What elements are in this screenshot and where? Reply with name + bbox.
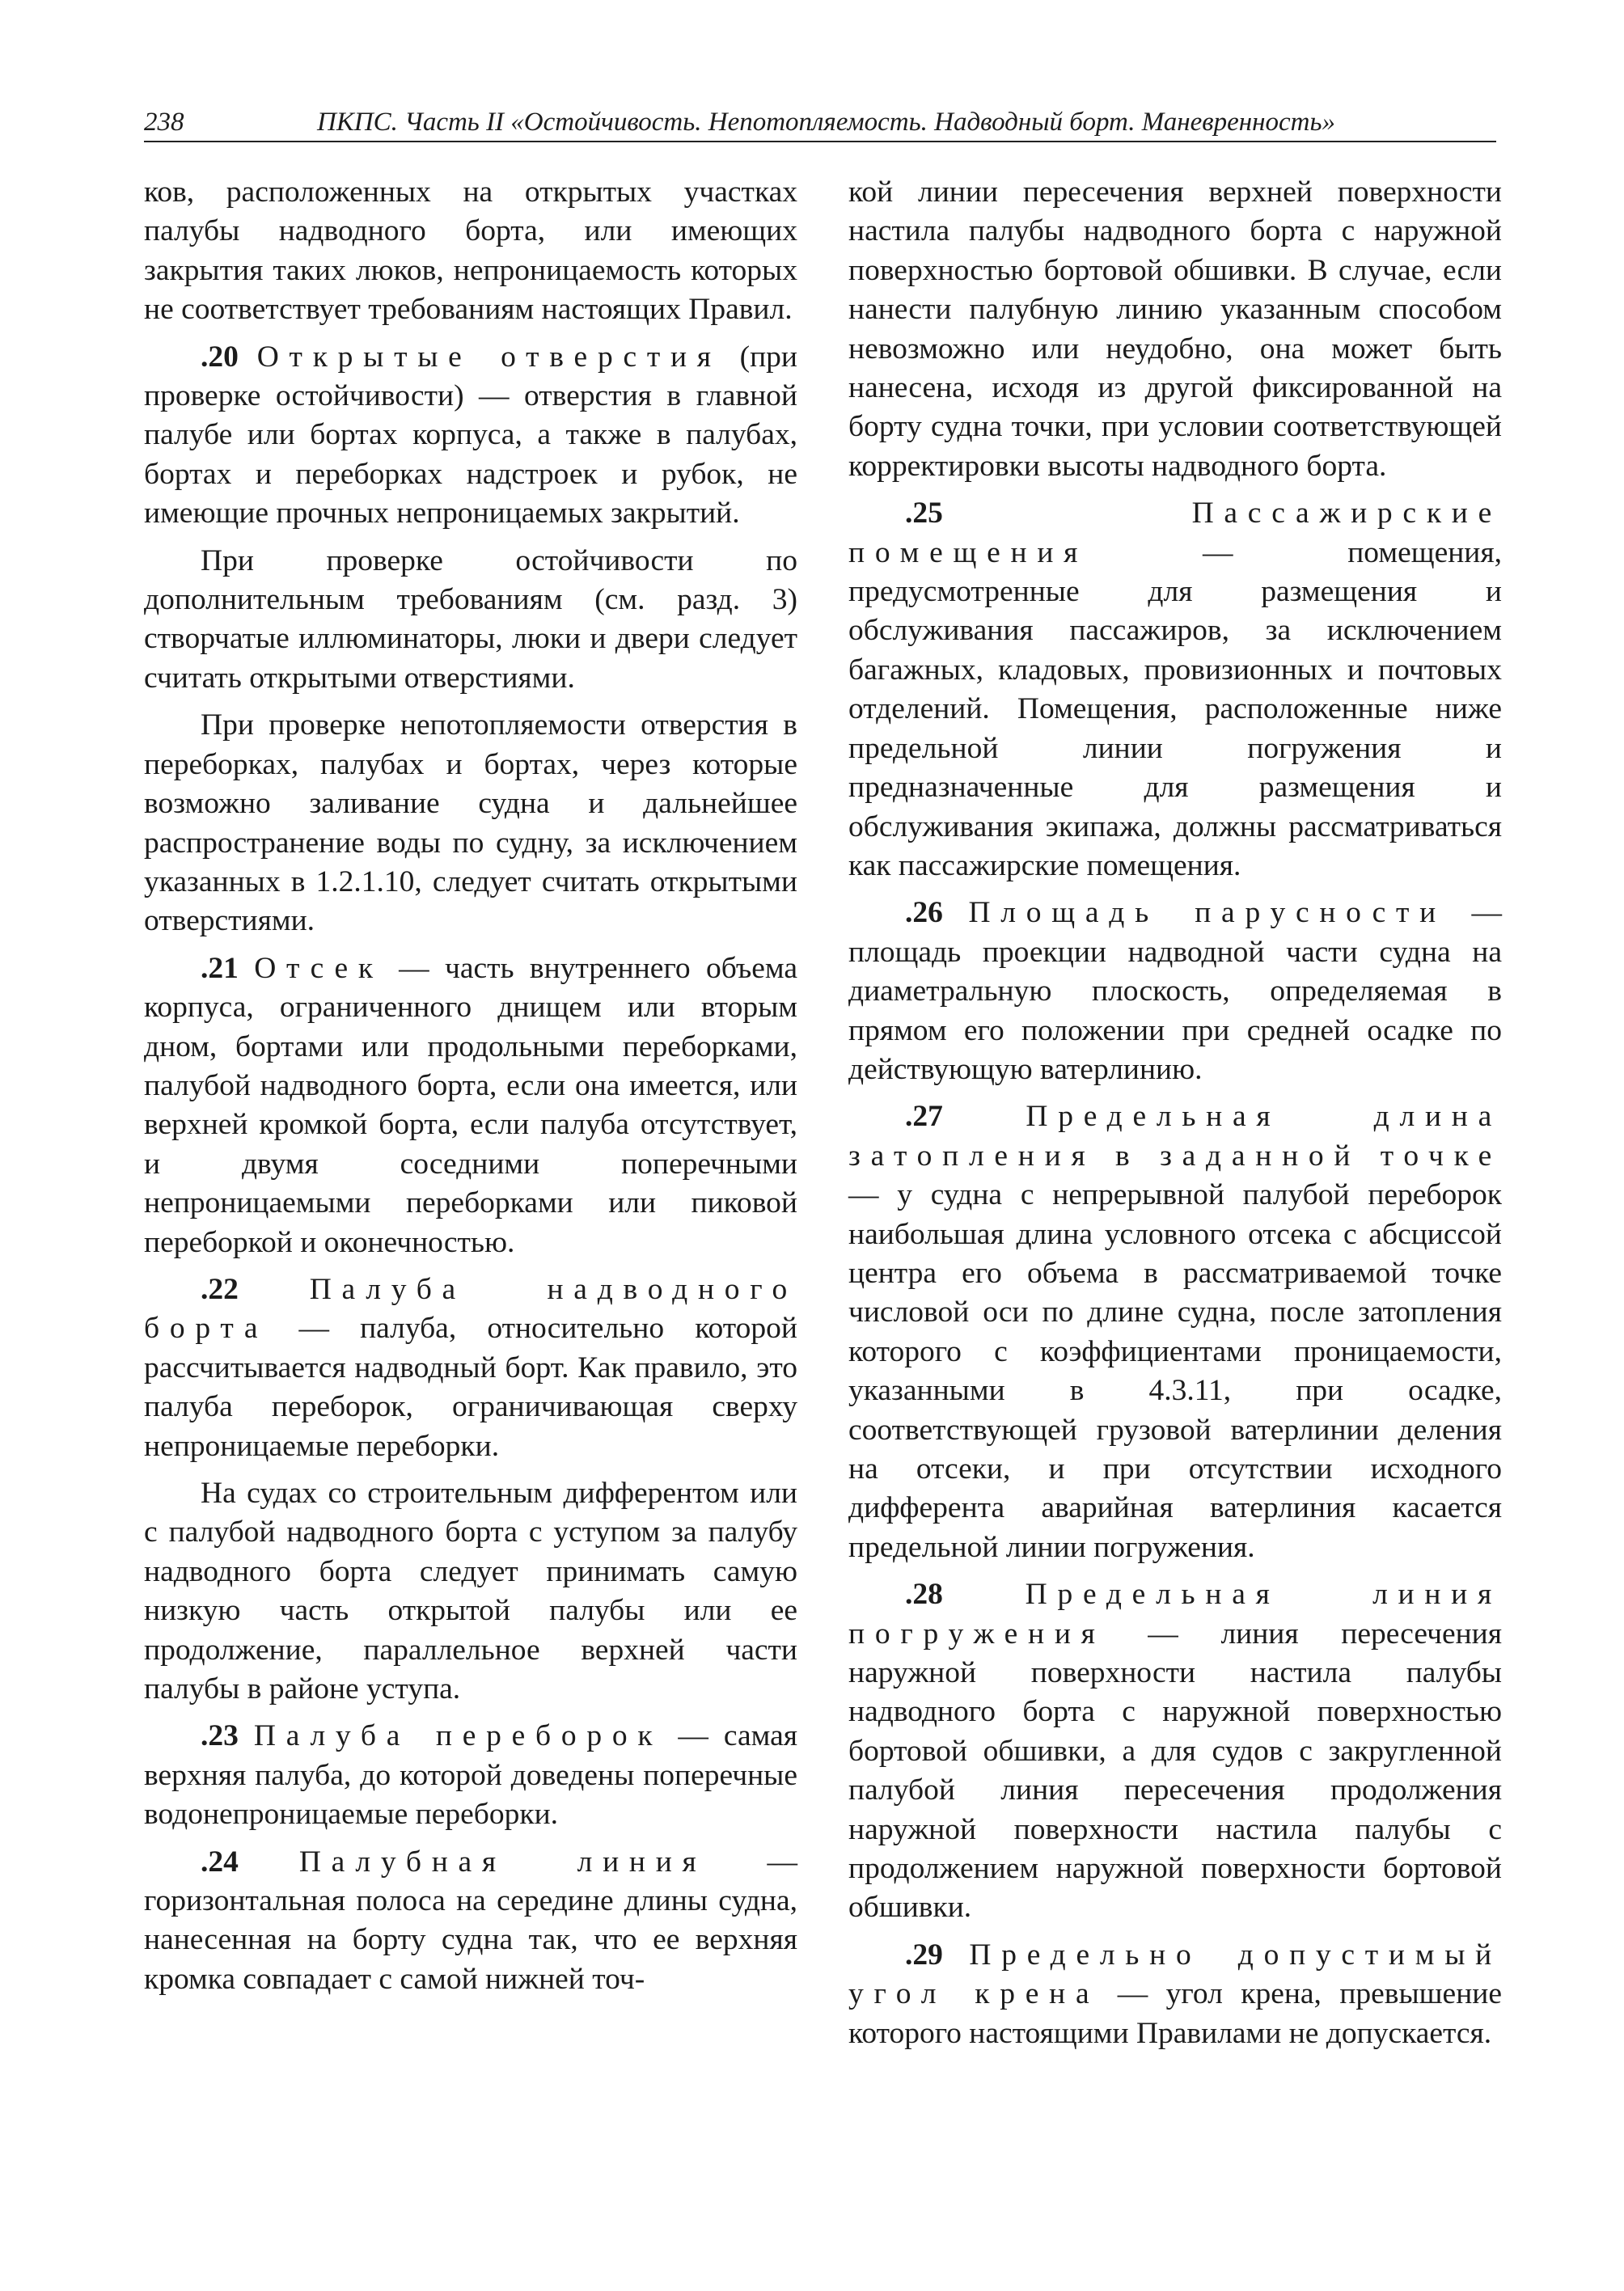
definition-26 xyxy=(848,894,1502,1089)
clause-number: .25 xyxy=(905,497,943,530)
paragraph-text: кой линии пересечения верхней поверхности настила палубы надводного борта с наружной поверхностью бортовой обшивки. В случае, если нанести палубную линию указанным способом невозможно или неудобно, она может быть нанесена, исходя из другой фиксированной на борту судна точки, при условии соответствующей корректировки высоты надводного борта. xyxy=(848,175,1502,483)
definition-24 xyxy=(144,1843,797,2000)
definition-text: — самая верхняя палуба, до которой доведены поперечные водонепроницаемые переборки. xyxy=(144,1719,798,1832)
paragraph-text: На судах со строительным дифферентом или с палубой надводного борта с уступом за палубу надводного борта следует принимать самую низкую часть открытой палубы или ее продолжение, параллельное верхней части палубы в районе уступа. xyxy=(144,1477,797,1706)
definition-text: — палуба, относительно которой рассчитывается надводный борт. Как правило, это палуба переборок, ограничивающая сверху непроницаемые переборки. xyxy=(144,1312,797,1463)
definition-29 xyxy=(848,1936,1502,2053)
defined-term: Палуба переборок xyxy=(253,1719,663,1753)
definition-text: — горизонтальная полоса на середине длины судна, нанесенная на борту судна так, что ее верхняя кромка совпадает с самой нижней точ- xyxy=(144,1845,798,1996)
clause-number: .24 xyxy=(201,1845,239,1879)
defined-term: Пассажирские помещения xyxy=(848,497,1502,569)
defined-term: Открытые отверстия xyxy=(256,340,721,374)
definition-text: — площадь проекции надводной части судна на диаметральную плоскость, определяемая в прямом его положении при средней осадке по действующую ватерлинию. xyxy=(848,896,1503,1086)
paragraph-text: ков, расположенных на открытых участках палубы надводного борта, или имеющих закрытия таких люков, непроницаемость которых не соответствует требованиям настоящих Правил. xyxy=(144,175,797,327)
page-header xyxy=(144,104,1496,142)
defined-term: Отсек xyxy=(254,951,383,985)
paragraph xyxy=(144,1474,797,1709)
running-title: ПКПС. Часть II «Остойчивость. Непотопляемость. Надводный борт. Маневренность» xyxy=(317,108,1336,137)
paragraph-text: При проверке непотопляемости отверстия в переборках, палубах и бортах, через которые возможно заливание судна и дальнейшее распространение воды по судну, за исключением указанных в 1.2.1.10, следует считать открытыми отверстиями. xyxy=(144,708,797,938)
definition-23 xyxy=(144,1717,797,1834)
right-column xyxy=(848,173,1502,2243)
paragraph xyxy=(144,706,797,940)
definition-text: — часть внутреннего объема корпуса, ограниченного днищем или вторым дном, бортами или продольными переборками, палубой надводного борта, если она имеется, или верхней кромкой борта, если палуба отсутствует, и двумя соседними поперечными непроницаемыми переборками или пиковой переборкой и оконечностью. xyxy=(144,951,797,1259)
definition-text: — линия пересечения наружной поверхности настила палубы надводного борта с наружной поверхностью бортовой обшивки, а для судов с закругленной палубой линия пересечения продолжения наружной поверхности настила палубы с продолжением наружной поверхности бортовой обшивки. xyxy=(848,1617,1502,1925)
clause-number: .20 xyxy=(201,340,239,374)
definition-text: — у судна с непрерывной палубой переборок наибольшая длина условного отсека с абсциссой центра его объема в рассматриваемой точке числовой оси по длине судна, после затопления которого с коэффициентами проницаемости, указанными в 4.3.11, при осадке, соответствующей грузовой ватерлинии деления на отсеки, и при отсутствии исходного дифферента аварийная ватерлиния касается предельной линии погружения. xyxy=(848,1178,1502,1564)
definition-text: — угол крена, превышение которого настоящими Правилами не допускается. xyxy=(848,1977,1502,2050)
definition-20 xyxy=(144,338,797,534)
defined-term: Палубная линия xyxy=(298,1845,707,1879)
defined-term: Предельная длина затопления в заданной точке xyxy=(848,1100,1502,1173)
definition-25 xyxy=(848,494,1502,886)
paragraph-text: При проверке остойчивости по дополнительным требованиям (см. разд. 3) створчатые иллюминаторы, люки и двери следует считать открытыми отверстиями. xyxy=(144,543,797,695)
definition-22 xyxy=(144,1270,797,1466)
clause-number: .22 xyxy=(201,1272,239,1306)
definition-27 xyxy=(848,1097,1502,1567)
defined-term: Предельно допустимый угол крена xyxy=(848,1938,1502,2011)
clause-number: .29 xyxy=(905,1938,943,1972)
clause-number: .27 xyxy=(905,1100,943,1134)
clause-number: .21 xyxy=(201,951,239,985)
left-column xyxy=(144,173,797,2243)
clause-number: .28 xyxy=(905,1578,943,1612)
page-number: 238 xyxy=(144,108,184,137)
definition-21 xyxy=(144,949,797,1262)
defined-term: Палуба надводного борта xyxy=(144,1272,797,1346)
defined-term: Предельная линия погружения xyxy=(848,1578,1502,1651)
paragraph-continuation xyxy=(144,173,797,330)
paragraph-continuation xyxy=(848,173,1502,486)
clause-number: .23 xyxy=(201,1719,239,1753)
defined-term: Площадь парусности xyxy=(968,896,1446,930)
clause-number: .26 xyxy=(905,896,943,930)
definition-text: (при проверке остойчивости) — отверстия в главной палубе или бортах корпуса, а также в палубах, бортах и переборках надстроек и рубок, не имеющие прочных непроницаемых закрытий. xyxy=(144,340,798,530)
definition-28 xyxy=(848,1575,1502,1928)
paragraph xyxy=(144,542,797,699)
definition-text: — помещения, предусмотренные для размещения и обслуживания пассажиров, за исключением багажных, кладовых, провизионных и почтовых отделений. Помещения, расположенные ниже предельной линии погружения и предназначенные для размещения и обслуживания экипажа, должны рассматриваться как пассажирские помещения. xyxy=(848,535,1502,882)
